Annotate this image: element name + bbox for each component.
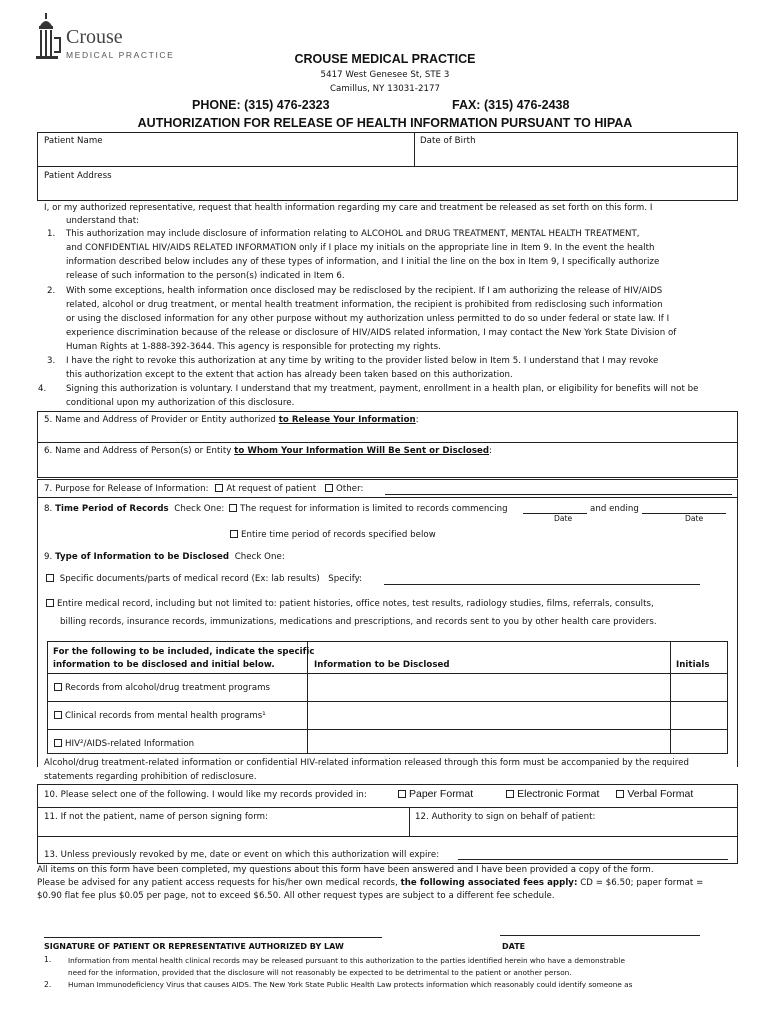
intro-text-cont: understand that: [66,216,140,226]
item9-option-entire: Entire medical record, including but not limited to: patient histories, office notes, test results, radiology studies, films, referrals, consults, [46,599,654,609]
divider [47,701,728,702]
table-row: HIV²/AIDS-related Information [54,739,194,749]
item8-label: 8. Time Period of Records Check One: The request for information is limited to records commencing [44,504,508,514]
table-row: Clinical records from mental health programs¹ [54,711,266,721]
logo-subtitle: MEDICAL PRACTICE [66,50,175,60]
table-header-info: Information to be Disclosed [314,660,450,670]
item9-option-entire-cont: billing records, insurance records, immunizations, medications and prescriptions, and records sent to you by other health care providers. [60,617,657,627]
date-line[interactable] [500,935,700,936]
intro-text: I, or my authorized representative, request that health information regarding my care and treatment be released as set forth on this form. I [44,203,653,213]
checkbox-mental-health[interactable] [54,711,62,719]
logo-name: Crouse [66,26,123,48]
item8-option-entire: Entire time period of records specified below [230,530,436,540]
checkbox-request-of-patient[interactable] [215,484,223,492]
footnote-2: Human Immunodeficiency Virus that causes AIDS. The New York State Public Health Law protects information which reasonably could identify someone as [68,980,633,989]
list-item-number: 1. [47,229,56,239]
address-line-2: Camillus, NY 13031-2177 [329,84,441,94]
divider [409,807,410,837]
address-line-1: 5417 West Genesee St, STE 3 [320,70,450,80]
fax-number: FAX: (315) 476-2438 [452,98,570,112]
footnote-1-number: 1. [44,955,52,964]
ending-label: and ending [590,504,639,514]
item6-label: 6. Name and Address of Person(s) or Entity to Whom Your Information Will Be Sent or Disclosed: [44,446,493,456]
list-item-text: I have the right to revoke this authorization at any time by writing to the provider listed below in Item 5. I understand that I may revoke [66,356,659,366]
item9-option-specific: Specific documents/parts of medical record (Ex: lab results) Specify: [46,574,362,584]
list-item-text: release of such information to the person(s) indicated in Item 6. [66,271,345,282]
checkbox-other[interactable] [325,484,333,492]
other-purpose-line[interactable] [385,494,732,495]
phone-number: PHONE: (315) 476-2323 [192,98,330,112]
list-item-text: With some exceptions, health information once disclosed may be redisclosed by the recipient. If I am authorizing the release of HIV/AIDS [66,286,663,296]
signature-line[interactable] [44,937,382,938]
divider [414,132,415,166]
practice-title: CROUSE MEDICAL PRACTICE [294,52,476,66]
list-item-text: conditional upon my authorization of this disclosure. [66,398,295,409]
list-item-text: related, alcohol or drug treatment, or mental health treatment information, the recipient is prohibited from redisclosing such information [66,300,663,311]
checkbox-electronic-format[interactable] [506,790,514,798]
footer-text: All items on this form have been completed, my questions about this form have been answered and I have been provided a copy of the form. Please be advised for any patient access requests for his/her own medical records, the following associated fees apply: CD = $6.50; paper format = $0.90 flat fee plus $0.05 per page, not to exceed $6.50. All other request types are subject to a different fee schedule. [37,865,704,901]
date-of-birth-field[interactable]: Date of Birth [420,136,476,146]
list-item-text: information described below includes any of these types of information, and I initial the line on the box in Item 9, I specifically authorize [66,257,660,268]
date-caption: DATE [502,942,526,951]
redisclosure-notice: Alcohol/drug treatment-related information or confidential HIV-related information released through this form must be accompanied by the required statements regarding prohibition of redisclosure. [44,758,689,782]
table-row: Records from alcohol/drug treatment programs [54,683,270,693]
list-item-number: 4. [38,384,47,394]
divider [47,673,728,674]
signature-caption: SIGNATURE OF PATIENT OR REPRESENTATIVE AUTHORIZED BY LAW [44,942,344,951]
list-item-text: this authorization except to the extent that action has already been taken based on this authorization. [66,370,513,381]
list-item-text: and CONFIDENTIAL HIV/AIDS RELATED INFORMATION only if I place my initials on the appropriate line in Item 9. In the event the health [66,243,655,254]
item5-label: 5. Name and Address of Provider or Entity authorized to Release Your Information: [44,415,419,425]
checkbox-entire-period[interactable] [230,530,238,538]
form-title: AUTHORIZATION FOR RELEASE OF HEALTH INFORMATION PURSUANT TO HIPAA [137,116,633,130]
start-date-caption: Date [554,514,573,523]
divider [37,166,738,167]
patient-address-field[interactable]: Patient Address [44,171,112,181]
checkbox-limited-period[interactable] [229,504,237,512]
specify-line[interactable] [384,584,700,585]
format-options: Paper Format Electronic Format Verbal Format [398,788,693,800]
list-item-number: 3. [47,356,56,366]
checkbox-paper-format[interactable] [398,790,406,798]
list-item-number: 2. [47,286,56,296]
checkbox-specific-documents[interactable] [46,574,54,582]
item13-label: 13. Unless previously revoked by me, date or event on which this authorization will expire: [44,850,440,860]
patient-name-field[interactable]: Patient Name [44,136,103,146]
list-item-text: This authorization may include disclosure of information relating to ALCOHOL and DRUG TREATMENT, MENTAL HEALTH TREATMENT, [66,229,640,239]
item9-label: 9. Type of Information to be Disclosed Check One: [44,552,285,562]
checkbox-alcohol-drug[interactable] [54,683,62,691]
checkbox-verbal-format[interactable] [616,790,624,798]
table-header-instruction: For the following to be included, indicate the specific information to be disclosed and initial below. [53,647,315,670]
checkbox-entire-record[interactable] [46,599,54,607]
expiry-line[interactable] [458,859,728,860]
table-header-initials: Initials [676,660,710,670]
footnote-1: Information from mental health clinical records may be released pursuant to this authorization to the parties identified herein who have a demonstrable need for the information, provided that the disclosure will not reasonably be expected to be detrimental to the patient or another person. [68,956,625,977]
item7-label: 7. Purpose for Release of Information: At request of patient Other: [44,484,364,494]
list-item-text: Signing this authorization is voluntary. I understand that my treatment, payment, enrollment in a health plan, or eligibility for benefits will not be [66,384,699,394]
end-date-caption: Date [685,514,704,523]
item10-label: 10. Please select one of the following. I would like my records provided in: [44,790,367,800]
list-item-text: experience discrimination because of the release or disclosure of HIV/AIDS related information, I may contact the New York State Division of [66,328,677,339]
checkbox-hiv-aids[interactable] [54,739,62,747]
list-item-text: Human Rights at 1-888-392-3644. This agency is responsible for protecting my rights. [66,342,441,353]
end-date-line[interactable] [642,513,726,514]
divider [670,641,671,754]
divider [47,729,728,730]
item12-field[interactable]: 12. Authority to sign on behalf of patient: [415,812,596,822]
footnote-2-number: 2. [44,980,52,989]
item11-field[interactable]: 11. If not the patient, name of person signing form: [44,812,269,822]
list-item-text: or using the disclosed information for any other purpose without my authorization unless permitted to do so under federal or state law. If I [66,314,670,325]
